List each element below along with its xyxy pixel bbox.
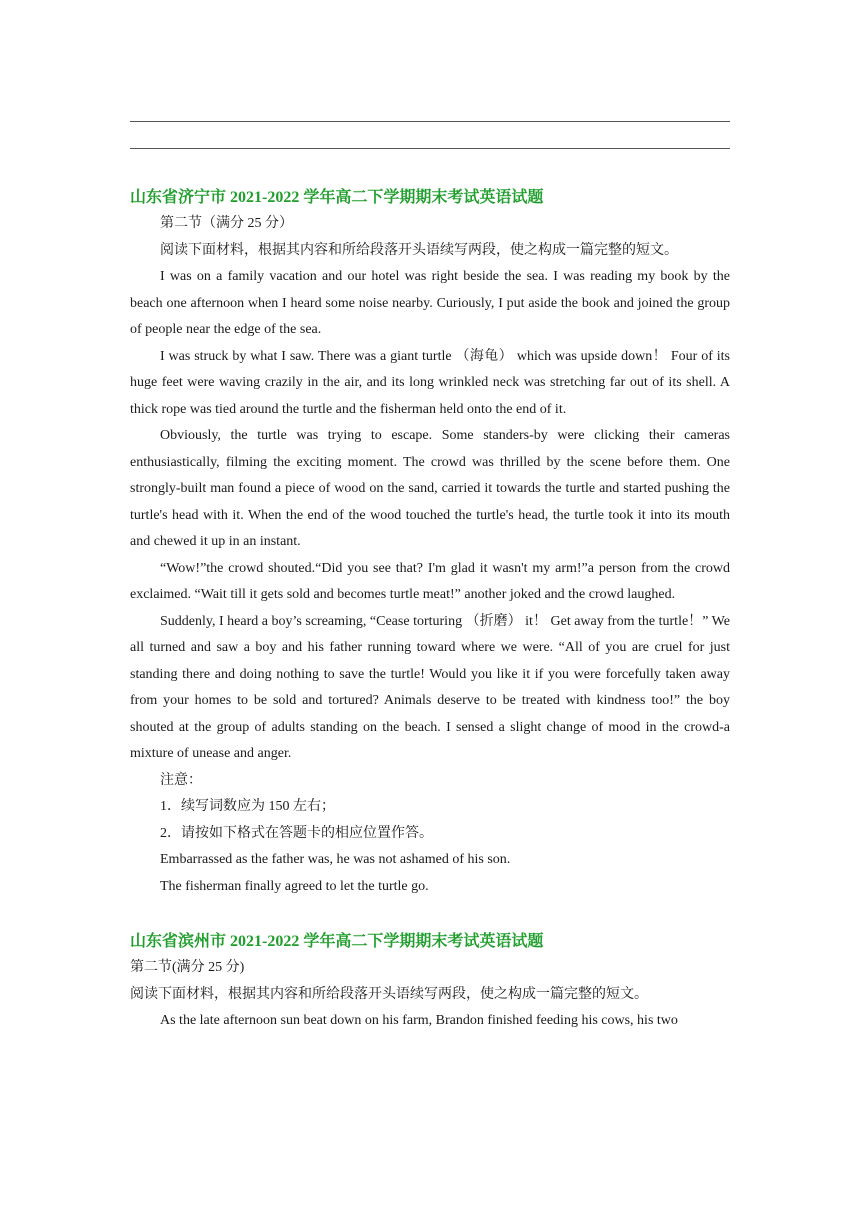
story-paragraph: I was on a family vacation and our hotel was right beside the sea. I was reading my book by the beach one afternoon when I heard some noise nearby. Curiously, I put aside the book and joined the group of people near the edge of the sea. xyxy=(130,269,730,337)
instruction-text: 阅读下面材料，根据其内容和所给段落开头语续写两段，使之构成一篇完整的短文。 xyxy=(130,986,648,1002)
section-binzhou xyxy=(130,928,730,1035)
answer-line-2 xyxy=(130,148,730,149)
notes-label: 注意： xyxy=(160,772,202,788)
section-title: 山东省济宁市 2021-2022 学年高二下学期期末考试英语试题 xyxy=(130,189,544,206)
story-paragraph: “Wow!”the crowd shouted.“Did you see that? I'm glad it wasn't my arm!”a person from the crowd exclaimed. “Wait till it gets sold and becomes turtle meat!” another joked and the crowd laughed. xyxy=(130,560,730,602)
story-paragraph: Obviously, the turtle was trying to escape. Some standers-by were clicking their cameras enthusiastically, filming the exciting moment. The crowd was thrilled by the scene before them. One strongly-built man found a piece of wood on the sand, carried it towards the turtle and started pushing the turtle's head with it. When the end of the wood touched the turtle's head, the turtle took it into its mouth and chewed it up in an instant. xyxy=(130,428,730,549)
paragraph-opener: Embarrassed as the father was, he was not ashamed of his son. xyxy=(160,852,511,867)
paragraph-opener: The fisherman finally agreed to let the turtle go. xyxy=(160,878,429,894)
section-jining xyxy=(130,184,730,900)
document-body xyxy=(130,184,730,1035)
answer-line-1 xyxy=(130,121,730,122)
story-paragraph: As the late afternoon sun beat down on his farm, Brandon finished feeding his cows, his two xyxy=(160,1013,678,1028)
instruction-text: 阅读下面材料，根据其内容和所给段落开头语续写两段，使之构成一篇完整的短文。 xyxy=(160,242,678,258)
section-label: 第二节(满分 25 分) xyxy=(130,960,245,975)
section-title: 山东省滨州市 2021-2022 学年高二下学期期末考试英语试题 xyxy=(130,933,544,950)
story-paragraph: Suddenly, I heard a boy’s screaming, “Cease torturing （折磨） it！ Get away from the turtle！” We all turned and saw a boy and his father running toward where we were. “All of you are cruel for just standing there and doing nothing to save the turtle! Would you like it if you were forcefully taken away from your homes to be sold and tortured? Animals deserve to be treated with kindness too!” the boy shouted at the group of adults standing on the beach. I sensed a slight change of mood in the crowd-a mixture of unease and anger. xyxy=(130,613,730,761)
note-item: 2．请按如下格式在答题卡的相应位置作答。 xyxy=(160,825,433,841)
section-spacer xyxy=(130,900,730,928)
section-label: 第二节（满分 25 分） xyxy=(160,216,293,231)
story-paragraph: I was struck by what I saw. There was a giant turtle （海龟） which was upside down！ Four of its huge feet were waving crazily in the air, and its long wrinkled neck was stretching far out of its shell. A thick rope was tied around the turtle and the fisherman held onto the end of it. xyxy=(130,348,730,417)
note-item: 1．续写词数应为 150 左右； xyxy=(160,799,335,814)
